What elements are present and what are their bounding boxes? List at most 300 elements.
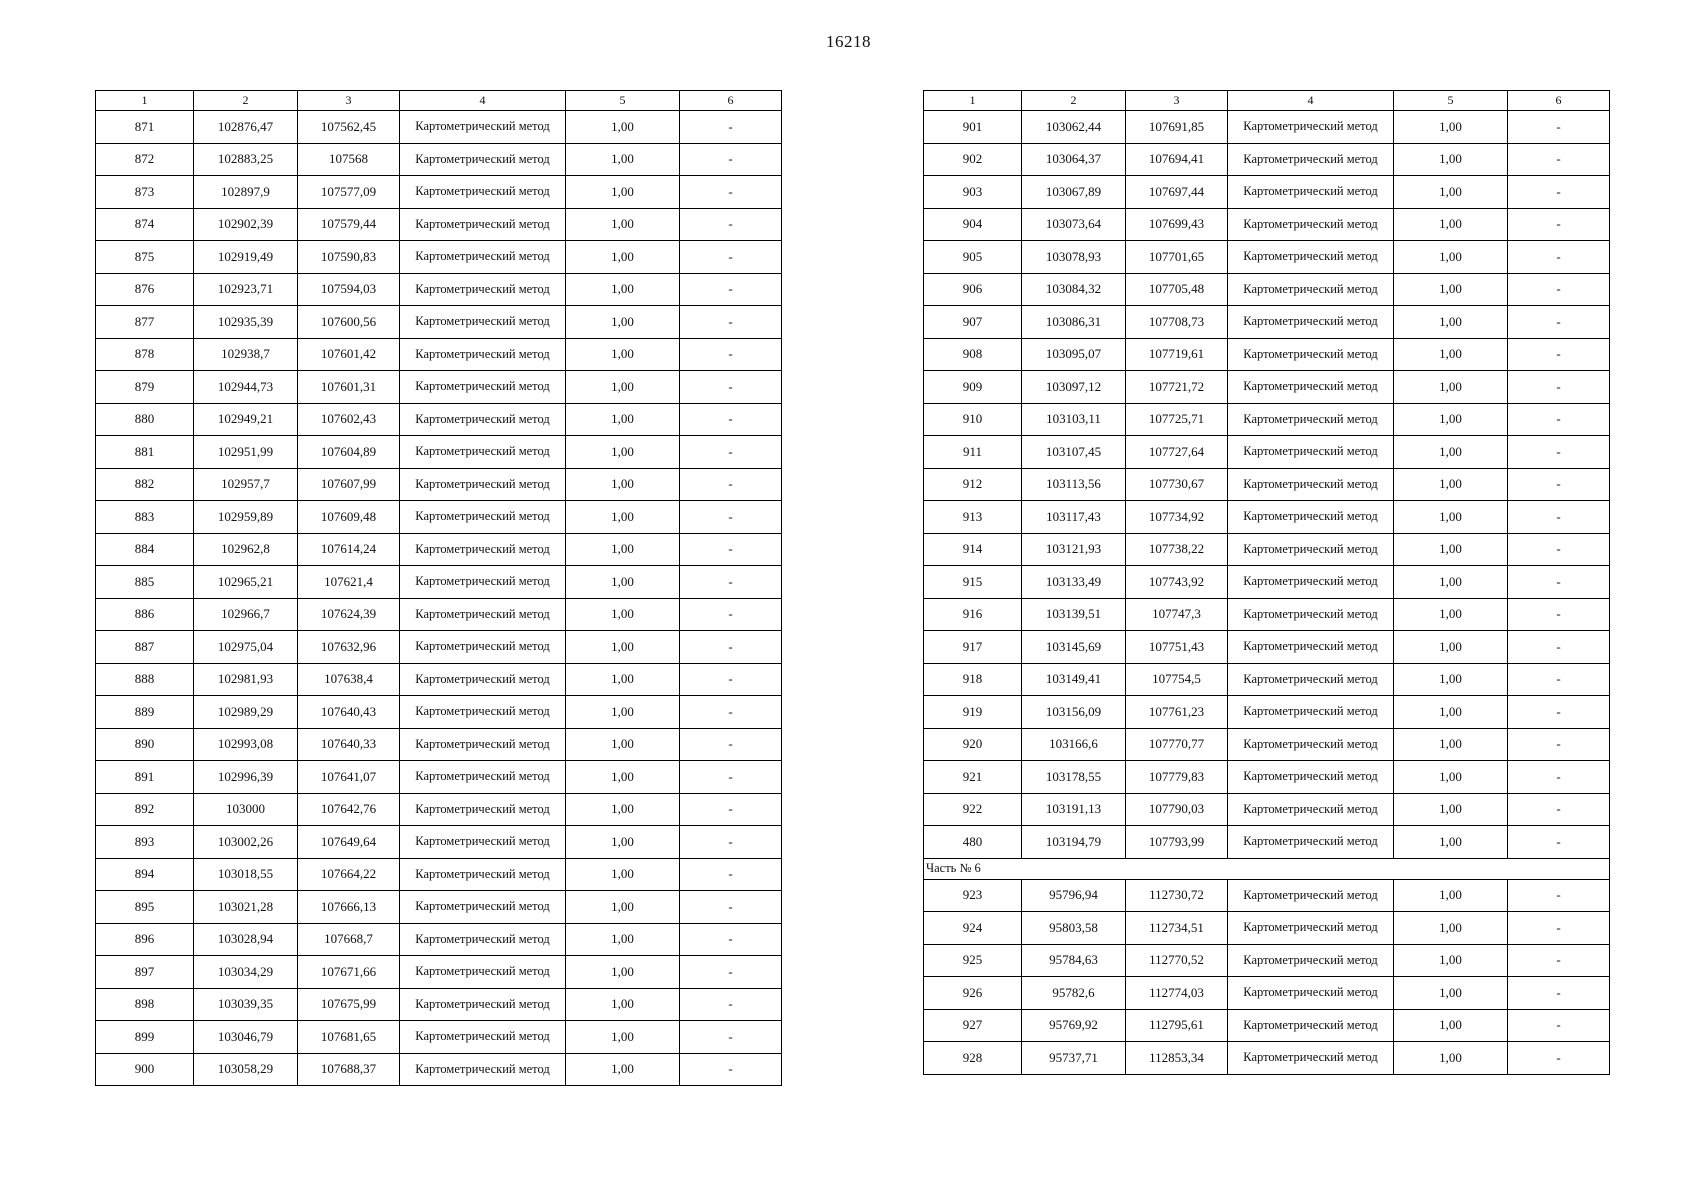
x-coordinate-cell: 103039,35 xyxy=(194,988,298,1021)
note-cell: - xyxy=(680,1053,782,1086)
point-number-cell: 876 xyxy=(96,273,194,306)
x-coordinate-cell: 103166,6 xyxy=(1022,728,1126,761)
table-row xyxy=(96,241,782,274)
table-row xyxy=(96,891,782,924)
table-row xyxy=(96,663,782,696)
note-cell: - xyxy=(1508,371,1610,404)
y-coordinate-cell: 107747,3 xyxy=(1126,598,1228,631)
y-coordinate-cell: 107699,43 xyxy=(1126,208,1228,241)
note-cell: - xyxy=(1508,728,1610,761)
accuracy-cell: 1,00 xyxy=(1394,501,1508,534)
accuracy-cell: 1,00 xyxy=(1394,111,1508,144)
x-coordinate-cell: 103018,55 xyxy=(194,858,298,891)
accuracy-cell: 1,00 xyxy=(566,988,680,1021)
x-coordinate-cell: 103062,44 xyxy=(1022,111,1126,144)
column-header: 1 xyxy=(96,91,194,111)
note-cell: - xyxy=(1508,436,1610,469)
y-coordinate-cell: 107727,64 xyxy=(1126,436,1228,469)
x-coordinate-cell: 103058,29 xyxy=(194,1053,298,1086)
accuracy-cell: 1,00 xyxy=(566,111,680,144)
y-coordinate-cell: 107697,44 xyxy=(1126,176,1228,209)
x-coordinate-cell: 103139,51 xyxy=(1022,598,1126,631)
table-row xyxy=(924,273,1610,306)
note-cell: - xyxy=(680,306,782,339)
column-header: 4 xyxy=(1228,91,1394,111)
x-coordinate-cell: 103145,69 xyxy=(1022,631,1126,664)
x-coordinate-cell: 95769,92 xyxy=(1022,1009,1126,1042)
point-number-cell: 871 xyxy=(96,111,194,144)
method-cell: Картометрический метод xyxy=(400,663,566,696)
table-row xyxy=(96,598,782,631)
method-cell: Картометрический метод xyxy=(1228,1042,1394,1075)
accuracy-cell: 1,00 xyxy=(566,371,680,404)
table-row xyxy=(924,1042,1610,1075)
y-coordinate-cell: 107691,85 xyxy=(1126,111,1228,144)
point-number-cell: 905 xyxy=(924,241,1022,274)
x-coordinate-cell: 102876,47 xyxy=(194,111,298,144)
column-header: 3 xyxy=(298,91,400,111)
y-coordinate-cell: 107638,4 xyxy=(298,663,400,696)
note-cell: - xyxy=(680,566,782,599)
method-cell: Картометрический метод xyxy=(400,761,566,794)
table-row xyxy=(96,468,782,501)
method-cell: Картометрический метод xyxy=(400,533,566,566)
note-cell: - xyxy=(1508,977,1610,1010)
note-cell: - xyxy=(1508,826,1610,859)
note-cell: - xyxy=(680,956,782,989)
note-cell: - xyxy=(1508,273,1610,306)
point-number-cell: 907 xyxy=(924,306,1022,339)
note-cell: - xyxy=(1508,663,1610,696)
accuracy-cell: 1,00 xyxy=(1394,761,1508,794)
x-coordinate-cell: 103133,49 xyxy=(1022,566,1126,599)
accuracy-cell: 1,00 xyxy=(566,923,680,956)
point-number-cell: 911 xyxy=(924,436,1022,469)
table-row xyxy=(96,533,782,566)
accuracy-cell: 1,00 xyxy=(566,858,680,891)
table-row xyxy=(924,728,1610,761)
method-cell: Картометрический метод xyxy=(400,501,566,534)
x-coordinate-cell: 103021,28 xyxy=(194,891,298,924)
note-cell: - xyxy=(680,891,782,924)
x-coordinate-cell: 102993,08 xyxy=(194,728,298,761)
y-coordinate-cell: 107708,73 xyxy=(1126,306,1228,339)
table-row xyxy=(924,879,1610,912)
point-number-cell: 884 xyxy=(96,533,194,566)
method-cell: Картометрический метод xyxy=(1228,1009,1394,1042)
point-number-cell: 899 xyxy=(96,1021,194,1054)
note-cell: - xyxy=(680,436,782,469)
y-coordinate-cell: 107734,92 xyxy=(1126,501,1228,534)
x-coordinate-cell: 102897,9 xyxy=(194,176,298,209)
y-coordinate-cell: 107721,72 xyxy=(1126,371,1228,404)
table-row xyxy=(924,826,1610,859)
note-cell: - xyxy=(1508,1042,1610,1075)
accuracy-cell: 1,00 xyxy=(566,761,680,794)
method-cell: Картометрический метод xyxy=(1228,338,1394,371)
accuracy-cell: 1,00 xyxy=(1394,879,1508,912)
table-row xyxy=(96,176,782,209)
note-cell: - xyxy=(680,371,782,404)
table-row xyxy=(96,1053,782,1086)
method-cell: Картометрический метод xyxy=(1228,436,1394,469)
x-coordinate-cell: 103095,07 xyxy=(1022,338,1126,371)
note-cell: - xyxy=(680,761,782,794)
method-cell: Картометрический метод xyxy=(400,891,566,924)
method-cell: Картометрический метод xyxy=(400,696,566,729)
accuracy-cell: 1,00 xyxy=(1394,663,1508,696)
coordinates-table-right xyxy=(923,90,1610,1075)
x-coordinate-cell: 102902,39 xyxy=(194,208,298,241)
method-cell: Картометрический метод xyxy=(400,338,566,371)
x-coordinate-cell: 103117,43 xyxy=(1022,501,1126,534)
method-cell: Картометрический метод xyxy=(1228,208,1394,241)
method-cell: Картометрический метод xyxy=(1228,728,1394,761)
point-number-cell: 900 xyxy=(96,1053,194,1086)
accuracy-cell: 1,00 xyxy=(1394,793,1508,826)
note-cell: - xyxy=(1508,696,1610,729)
accuracy-cell: 1,00 xyxy=(1394,371,1508,404)
point-number-cell: 908 xyxy=(924,338,1022,371)
point-number-cell: 902 xyxy=(924,143,1022,176)
y-coordinate-cell: 107743,92 xyxy=(1126,566,1228,599)
note-cell: - xyxy=(680,826,782,859)
y-coordinate-cell: 107602,43 xyxy=(298,403,400,436)
y-coordinate-cell: 107640,43 xyxy=(298,696,400,729)
note-cell: - xyxy=(1508,566,1610,599)
x-coordinate-cell: 102996,39 xyxy=(194,761,298,794)
y-coordinate-cell: 107761,23 xyxy=(1126,696,1228,729)
table-row xyxy=(96,956,782,989)
y-coordinate-cell: 107770,77 xyxy=(1126,728,1228,761)
page-number: 16218 xyxy=(826,32,871,51)
x-coordinate-cell: 102957,7 xyxy=(194,468,298,501)
point-number-cell: 927 xyxy=(924,1009,1022,1042)
point-number-cell: 906 xyxy=(924,273,1022,306)
accuracy-cell: 1,00 xyxy=(566,598,680,631)
note-cell: - xyxy=(1508,533,1610,566)
note-cell: - xyxy=(680,403,782,436)
x-coordinate-cell: 103097,12 xyxy=(1022,371,1126,404)
table-row xyxy=(96,143,782,176)
table-row xyxy=(96,501,782,534)
point-number-cell: 910 xyxy=(924,403,1022,436)
method-cell: Картометрический метод xyxy=(400,208,566,241)
y-coordinate-cell: 107649,64 xyxy=(298,826,400,859)
accuracy-cell: 1,00 xyxy=(566,436,680,469)
point-number-cell: 879 xyxy=(96,371,194,404)
point-number-cell: 885 xyxy=(96,566,194,599)
y-coordinate-cell: 107632,96 xyxy=(298,631,400,664)
accuracy-cell: 1,00 xyxy=(1394,977,1508,1010)
table-row xyxy=(96,696,782,729)
y-coordinate-cell: 112795,61 xyxy=(1126,1009,1228,1042)
method-cell: Картометрический метод xyxy=(1228,944,1394,977)
x-coordinate-cell: 95737,71 xyxy=(1022,1042,1126,1075)
y-coordinate-cell: 107701,65 xyxy=(1126,241,1228,274)
x-coordinate-cell: 103103,11 xyxy=(1022,403,1126,436)
x-coordinate-cell: 103084,32 xyxy=(1022,273,1126,306)
y-coordinate-cell: 107600,56 xyxy=(298,306,400,339)
table-row xyxy=(924,371,1610,404)
table-row xyxy=(96,728,782,761)
column-header: 6 xyxy=(680,91,782,111)
method-cell: Картометрический метод xyxy=(400,436,566,469)
point-number-cell: 913 xyxy=(924,501,1022,534)
method-cell: Картометрический метод xyxy=(400,631,566,664)
point-number-cell: 892 xyxy=(96,793,194,826)
point-number-cell: 916 xyxy=(924,598,1022,631)
x-coordinate-cell: 103067,89 xyxy=(1022,176,1126,209)
point-number-cell: 890 xyxy=(96,728,194,761)
y-coordinate-cell: 107624,39 xyxy=(298,598,400,631)
x-coordinate-cell: 103113,56 xyxy=(1022,468,1126,501)
note-cell: - xyxy=(1508,1009,1610,1042)
x-coordinate-cell: 95796,94 xyxy=(1022,879,1126,912)
table-row xyxy=(924,944,1610,977)
table-row xyxy=(924,912,1610,945)
y-coordinate-cell: 107725,71 xyxy=(1126,403,1228,436)
point-number-cell: 896 xyxy=(96,923,194,956)
accuracy-cell: 1,00 xyxy=(1394,631,1508,664)
point-number-cell: 874 xyxy=(96,208,194,241)
note-cell: - xyxy=(680,858,782,891)
accuracy-cell: 1,00 xyxy=(566,403,680,436)
accuracy-cell: 1,00 xyxy=(566,793,680,826)
accuracy-cell: 1,00 xyxy=(566,338,680,371)
column-header: 1 xyxy=(924,91,1022,111)
table-row xyxy=(96,273,782,306)
x-coordinate-cell: 102966,7 xyxy=(194,598,298,631)
point-number-cell: 889 xyxy=(96,696,194,729)
method-cell: Картометрический метод xyxy=(1228,663,1394,696)
accuracy-cell: 1,00 xyxy=(566,728,680,761)
table-row xyxy=(96,566,782,599)
x-coordinate-cell: 103191,13 xyxy=(1022,793,1126,826)
method-cell: Картометрический метод xyxy=(1228,241,1394,274)
table-row xyxy=(924,533,1610,566)
x-coordinate-cell: 102959,89 xyxy=(194,501,298,534)
y-coordinate-cell: 112734,51 xyxy=(1126,912,1228,945)
point-number-cell: 904 xyxy=(924,208,1022,241)
column-header: 6 xyxy=(1508,91,1610,111)
y-coordinate-cell: 107590,83 xyxy=(298,241,400,274)
y-coordinate-cell: 107751,43 xyxy=(1126,631,1228,664)
point-number-cell: 909 xyxy=(924,371,1022,404)
table-row xyxy=(96,403,782,436)
point-number-cell: 924 xyxy=(924,912,1022,945)
x-coordinate-cell: 103064,37 xyxy=(1022,143,1126,176)
note-cell: - xyxy=(1508,338,1610,371)
x-coordinate-cell: 103178,55 xyxy=(1022,761,1126,794)
table-row xyxy=(96,436,782,469)
y-coordinate-cell: 107738,22 xyxy=(1126,533,1228,566)
table-row xyxy=(96,208,782,241)
method-cell: Картометрический метод xyxy=(400,923,566,956)
accuracy-cell: 1,00 xyxy=(1394,403,1508,436)
accuracy-cell: 1,00 xyxy=(566,663,680,696)
table-row xyxy=(924,468,1610,501)
point-number-cell: 888 xyxy=(96,663,194,696)
note-cell: - xyxy=(680,793,782,826)
point-number-cell: 895 xyxy=(96,891,194,924)
table-row xyxy=(96,631,782,664)
coordinates-table-left xyxy=(95,90,782,1086)
table-row xyxy=(96,761,782,794)
note-cell: - xyxy=(1508,598,1610,631)
point-number-cell: 914 xyxy=(924,533,1022,566)
point-number-cell: 923 xyxy=(924,879,1022,912)
y-coordinate-cell: 107688,37 xyxy=(298,1053,400,1086)
method-cell: Картометрический метод xyxy=(400,826,566,859)
point-number-cell: 882 xyxy=(96,468,194,501)
accuracy-cell: 1,00 xyxy=(1394,912,1508,945)
point-number-cell: 893 xyxy=(96,826,194,859)
accuracy-cell: 1,00 xyxy=(566,533,680,566)
method-cell: Картометрический метод xyxy=(400,566,566,599)
y-coordinate-cell: 107594,03 xyxy=(298,273,400,306)
x-coordinate-cell: 103034,29 xyxy=(194,956,298,989)
method-cell: Картометрический метод xyxy=(400,306,566,339)
point-number-cell: 872 xyxy=(96,143,194,176)
table-row xyxy=(96,923,782,956)
x-coordinate-cell: 103156,09 xyxy=(1022,696,1126,729)
accuracy-cell: 1,00 xyxy=(1394,306,1508,339)
x-coordinate-cell: 102981,93 xyxy=(194,663,298,696)
y-coordinate-cell: 107719,61 xyxy=(1126,338,1228,371)
y-coordinate-cell: 107793,99 xyxy=(1126,826,1228,859)
table-row xyxy=(924,631,1610,664)
point-number-cell: 880 xyxy=(96,403,194,436)
section-label: Часть № 6 xyxy=(924,858,1610,879)
x-coordinate-cell: 102989,29 xyxy=(194,696,298,729)
y-coordinate-cell: 107607,99 xyxy=(298,468,400,501)
note-cell: - xyxy=(1508,306,1610,339)
method-cell: Картометрический метод xyxy=(1228,273,1394,306)
point-number-cell: 877 xyxy=(96,306,194,339)
note-cell: - xyxy=(680,728,782,761)
y-coordinate-cell: 107601,31 xyxy=(298,371,400,404)
column-header: 2 xyxy=(194,91,298,111)
table-row xyxy=(924,143,1610,176)
point-number-cell: 894 xyxy=(96,858,194,891)
table-row xyxy=(96,371,782,404)
point-number-cell: 903 xyxy=(924,176,1022,209)
x-coordinate-cell: 103073,64 xyxy=(1022,208,1126,241)
accuracy-cell: 1,00 xyxy=(566,956,680,989)
method-cell: Картометрический метод xyxy=(1228,468,1394,501)
column-header: 4 xyxy=(400,91,566,111)
method-cell: Картометрический метод xyxy=(400,793,566,826)
y-coordinate-cell: 107671,66 xyxy=(298,956,400,989)
accuracy-cell: 1,00 xyxy=(1394,1009,1508,1042)
y-coordinate-cell: 112730,72 xyxy=(1126,879,1228,912)
note-cell: - xyxy=(1508,111,1610,144)
x-coordinate-cell: 103121,93 xyxy=(1022,533,1126,566)
table-row xyxy=(96,858,782,891)
x-coordinate-cell: 102965,21 xyxy=(194,566,298,599)
x-coordinate-cell: 103000 xyxy=(194,793,298,826)
method-cell: Картометрический метод xyxy=(1228,598,1394,631)
y-coordinate-cell: 107694,41 xyxy=(1126,143,1228,176)
x-coordinate-cell: 102962,8 xyxy=(194,533,298,566)
method-cell: Картометрический метод xyxy=(1228,826,1394,859)
note-cell: - xyxy=(680,208,782,241)
accuracy-cell: 1,00 xyxy=(566,1021,680,1054)
point-number-cell: 917 xyxy=(924,631,1022,664)
note-cell: - xyxy=(680,923,782,956)
point-number-cell: 883 xyxy=(96,501,194,534)
note-cell: - xyxy=(1508,631,1610,664)
x-coordinate-cell: 102944,73 xyxy=(194,371,298,404)
y-coordinate-cell: 107641,07 xyxy=(298,761,400,794)
y-coordinate-cell: 107609,48 xyxy=(298,501,400,534)
method-cell: Картометрический метод xyxy=(400,858,566,891)
table-row xyxy=(924,501,1610,534)
note-cell: - xyxy=(680,696,782,729)
point-number-cell: 922 xyxy=(924,793,1022,826)
point-number-cell: 897 xyxy=(96,956,194,989)
accuracy-cell: 1,00 xyxy=(1394,338,1508,371)
method-cell: Картометрический метод xyxy=(1228,533,1394,566)
accuracy-cell: 1,00 xyxy=(1394,241,1508,274)
note-cell: - xyxy=(680,176,782,209)
note-cell: - xyxy=(1508,501,1610,534)
accuracy-cell: 1,00 xyxy=(1394,696,1508,729)
y-coordinate-cell: 107790,03 xyxy=(1126,793,1228,826)
note-cell: - xyxy=(680,631,782,664)
y-coordinate-cell: 107579,44 xyxy=(298,208,400,241)
accuracy-cell: 1,00 xyxy=(1394,533,1508,566)
note-cell: - xyxy=(1508,912,1610,945)
y-coordinate-cell: 107642,76 xyxy=(298,793,400,826)
method-cell: Картометрический метод xyxy=(400,403,566,436)
y-coordinate-cell: 107621,4 xyxy=(298,566,400,599)
accuracy-cell: 1,00 xyxy=(566,826,680,859)
accuracy-cell: 1,00 xyxy=(566,176,680,209)
table-header-row xyxy=(96,91,782,111)
method-cell: Картометрический метод xyxy=(400,1053,566,1086)
x-coordinate-cell: 102919,49 xyxy=(194,241,298,274)
note-cell: - xyxy=(1508,468,1610,501)
note-cell: - xyxy=(1508,241,1610,274)
method-cell: Картометрический метод xyxy=(400,176,566,209)
note-cell: - xyxy=(1508,143,1610,176)
point-number-cell: 878 xyxy=(96,338,194,371)
x-coordinate-cell: 102951,99 xyxy=(194,436,298,469)
y-coordinate-cell: 107664,22 xyxy=(298,858,400,891)
point-number-cell: 901 xyxy=(924,111,1022,144)
table-row xyxy=(924,761,1610,794)
y-coordinate-cell: 112774,03 xyxy=(1126,977,1228,1010)
method-cell: Картометрический метод xyxy=(400,728,566,761)
y-coordinate-cell: 112770,52 xyxy=(1126,944,1228,977)
x-coordinate-cell: 95782,6 xyxy=(1022,977,1126,1010)
accuracy-cell: 1,00 xyxy=(566,696,680,729)
x-coordinate-cell: 103149,41 xyxy=(1022,663,1126,696)
y-coordinate-cell: 107568 xyxy=(298,143,400,176)
table-row xyxy=(924,663,1610,696)
note-cell: - xyxy=(680,663,782,696)
method-cell: Картометрический метод xyxy=(1228,879,1394,912)
accuracy-cell: 1,00 xyxy=(1394,728,1508,761)
note-cell: - xyxy=(680,598,782,631)
accuracy-cell: 1,00 xyxy=(1394,598,1508,631)
accuracy-cell: 1,00 xyxy=(566,468,680,501)
method-cell: Картометрический метод xyxy=(1228,111,1394,144)
y-coordinate-cell: 107675,99 xyxy=(298,988,400,1021)
note-cell: - xyxy=(1508,176,1610,209)
